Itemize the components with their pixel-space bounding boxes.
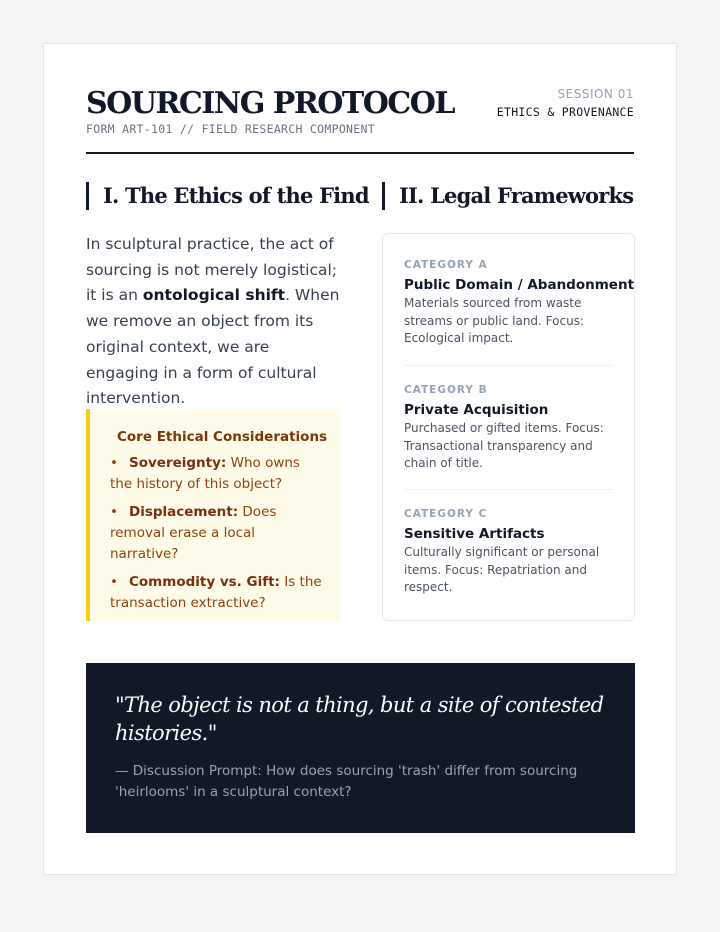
category-description: Purchased or gifted items. Focus: Transactional transparency and chain of title. bbox=[404, 421, 604, 471]
consideration-term: Sovereignty: bbox=[129, 455, 227, 471]
discussion-quote-box bbox=[86, 663, 635, 833]
page-title: SOURCING PROTOCOL bbox=[86, 86, 454, 121]
ethics-callout bbox=[86, 409, 340, 621]
session-topic: ETHICS & PROVENANCE bbox=[496, 105, 634, 119]
category-description: Materials sourced from waste streams or public land. Focus: Ecological impact. bbox=[404, 296, 584, 346]
consideration-list bbox=[110, 453, 324, 614]
category-item bbox=[404, 507, 614, 597]
category-item bbox=[404, 258, 635, 348]
consideration-text: Who owns the history of this object? bbox=[110, 455, 300, 492]
category-divider bbox=[404, 365, 613, 366]
category-divider bbox=[404, 489, 613, 490]
category-title: Public Domain / Abandonment bbox=[404, 277, 635, 293]
document-page bbox=[43, 43, 677, 875]
form-id: FORM ART-101 // FIELD RESEARCH COMPONENT bbox=[86, 122, 375, 136]
discussion-prompt: — Discussion Prompt: How does sourcing 'trash' differ from sourcing 'heirlooms' in a sculptural context? bbox=[115, 763, 578, 800]
session-number: SESSION 01 bbox=[557, 87, 634, 101]
category-label: CATEGORY C bbox=[404, 508, 488, 520]
consideration-term: Displacement: bbox=[129, 504, 239, 520]
category-title: Sensitive Artifacts bbox=[404, 526, 545, 542]
header-divider bbox=[86, 152, 634, 154]
intro-text-end: . When we remove an object from its original context, we are engaging in a form of cultural intervention. bbox=[86, 286, 340, 408]
ethics-intro bbox=[86, 232, 344, 412]
callout-heading: Core Ethical Considerations bbox=[117, 429, 328, 445]
legal-heading: II. Legal Frameworks bbox=[382, 182, 633, 210]
quote-text: "The object is not a thing, but a site of contested histories." bbox=[115, 693, 604, 745]
consideration-item: • Displacement: Does removal erase a local narrative? bbox=[110, 504, 277, 562]
category-description: Culturally significant or personal items. Focus: Repatriation and respect. bbox=[404, 545, 600, 595]
consideration-term: Commodity vs. Gift: bbox=[129, 574, 280, 590]
consideration-text: Does removal erase a local narrative? bbox=[110, 504, 277, 562]
category-title: Private Acquisition bbox=[404, 402, 549, 418]
intro-emphasis: ontological shift bbox=[142, 286, 286, 305]
consideration-item: • Commodity vs. Gift: Is the transaction extractive? bbox=[110, 574, 322, 611]
consideration-text: Is the transaction extractive? bbox=[110, 574, 322, 611]
category-item bbox=[404, 383, 614, 473]
ethics-heading: I. The Ethics of the Find bbox=[86, 182, 369, 210]
callout-header bbox=[110, 429, 328, 445]
category-label: CATEGORY B bbox=[404, 384, 488, 396]
legal-categories-card bbox=[382, 233, 635, 621]
intro-text-start: In sculptural practice, the act of sourcing is not merely logistical; it is an bbox=[86, 235, 338, 305]
category-label: CATEGORY A bbox=[404, 259, 488, 271]
consideration-item: • Sovereignty: Who owns the history of this object? bbox=[110, 455, 300, 492]
